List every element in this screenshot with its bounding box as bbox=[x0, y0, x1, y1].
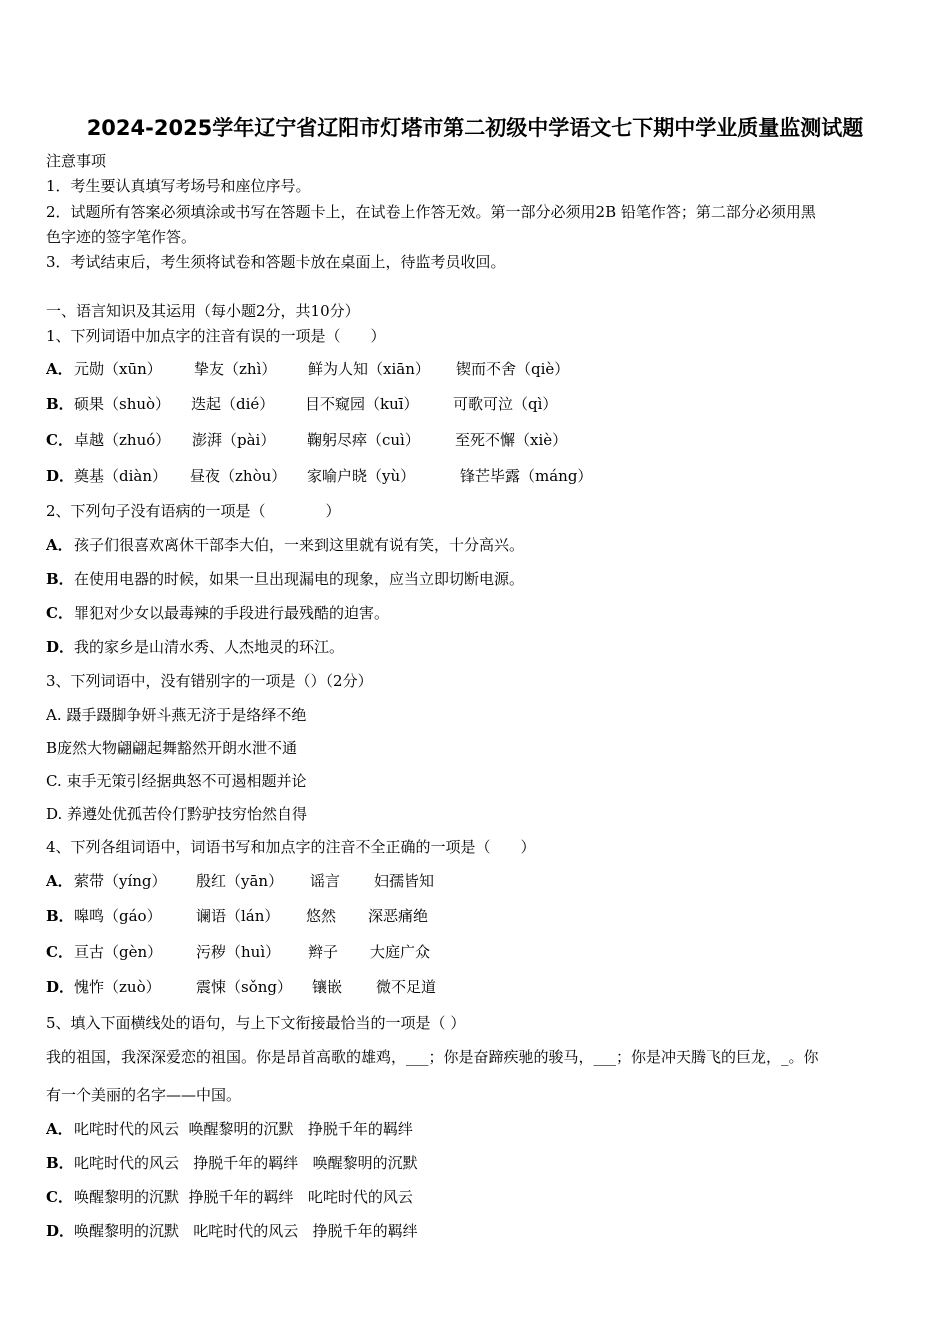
option-row bbox=[46, 906, 906, 926]
option-label: A． bbox=[46, 360, 73, 378]
option-text: C. 束手无策引经据典怒不可遏相题并论 bbox=[46, 772, 307, 790]
option-label: B． bbox=[46, 395, 74, 413]
option-item: 微不足道 bbox=[376, 978, 437, 996]
option-label: B． bbox=[46, 1154, 74, 1172]
option-text: A. 蹑手蹑脚争妍斗燕无济于是络绎不绝 bbox=[46, 706, 307, 724]
question-stem: 2、下列句子没有语病的一项是（ ） bbox=[46, 502, 341, 520]
option-row bbox=[46, 466, 906, 486]
notice-item: 2．试题所有答案必须填涂或书写在答题卡上，在试卷上作答无效。第一部分必须用2B 铅笔作答；第二部分必须用黑 bbox=[46, 203, 816, 221]
notice-item: 1．考生要认真填写考场号和座位序号。 bbox=[46, 177, 311, 195]
option-label: C． bbox=[46, 604, 73, 622]
option-item: 愧怍（zuò） bbox=[74, 978, 161, 996]
option-item: 镶嵌 bbox=[312, 978, 343, 996]
option-item: 大庭广众 bbox=[370, 943, 431, 961]
option-label: A． bbox=[46, 872, 73, 890]
option-row bbox=[46, 1153, 418, 1173]
option-item: 悠然 bbox=[306, 907, 337, 925]
option-item: 奠基（diàn） bbox=[74, 467, 168, 485]
option-item: 迭起（dié） bbox=[191, 395, 275, 413]
page-title: 2024-2025学年辽宁省辽阳市灯塔市第二初级中学语文七下期中学业质量监测试题 bbox=[86, 116, 864, 140]
option-item: 鲜为人知（xiān） bbox=[308, 360, 430, 378]
option-label: D． bbox=[46, 467, 75, 485]
option-row bbox=[46, 1187, 413, 1207]
option-row bbox=[46, 603, 389, 623]
option-item: 谰语（lán） bbox=[196, 907, 280, 925]
option-item: 深恶痛绝 bbox=[368, 907, 429, 925]
option-text: 孩子们很喜欢离休干部李大伯，一来到这里就有说有笑，十分高兴。 bbox=[74, 536, 525, 554]
option-row bbox=[46, 359, 906, 379]
option-text: 叱咤时代的风云 唤醒黎明的沉默 挣脱千年的羁绊 bbox=[74, 1120, 413, 1138]
question-stem: 4、下列各组词语中，词语书写和加点字的注音不全正确的一项是（ ） bbox=[46, 838, 536, 856]
option-label: A． bbox=[46, 1120, 73, 1138]
option-item: 挚友（zhì） bbox=[194, 360, 277, 378]
option-item: 硕果（shuò） bbox=[74, 395, 171, 413]
option-label: B． bbox=[46, 907, 74, 925]
option-text: 唤醒黎明的沉默 挣脱千年的羁绊 叱咤时代的风云 bbox=[74, 1188, 413, 1206]
option-text: 罪犯对少女以最毒辣的手段进行最残酷的迫害。 bbox=[74, 604, 390, 622]
option-item: 妇孺皆知 bbox=[374, 872, 435, 890]
option-row bbox=[46, 430, 906, 450]
option-label: D． bbox=[46, 638, 75, 656]
option-label: C． bbox=[46, 1188, 73, 1206]
option-text: 在使用电器的时候，如果一旦出现漏电的现象，应当立即切断电源。 bbox=[74, 570, 525, 588]
option-row bbox=[46, 977, 906, 997]
option-item: 目不窥园（kuī） bbox=[305, 395, 419, 413]
notice-heading: 注意事项 bbox=[46, 152, 107, 170]
option-label: B． bbox=[46, 570, 74, 588]
option-item: 昼夜（zhòu） bbox=[190, 467, 287, 485]
option-label: C． bbox=[46, 943, 73, 961]
option-item: 殷红（yān） bbox=[196, 872, 284, 890]
option-item: 亘古（gèn） bbox=[74, 943, 163, 961]
option-row bbox=[46, 1119, 413, 1139]
option-row bbox=[46, 1221, 418, 1241]
question-stem: 1、下列词语中加点字的注音有误的一项是（ ） bbox=[46, 327, 386, 345]
option-item: 污秽（huì） bbox=[196, 943, 281, 961]
option-item: 谣言 bbox=[310, 872, 341, 890]
option-item: 锋芒毕露（máng） bbox=[460, 467, 593, 485]
option-row bbox=[46, 637, 344, 657]
option-item: 萦带（yíng） bbox=[74, 872, 167, 890]
option-item: 澎湃（pài） bbox=[192, 431, 276, 449]
option-item: 元勋（xūn） bbox=[74, 360, 162, 378]
option-item: 锲而不舍（qiè） bbox=[456, 360, 570, 378]
option-row bbox=[46, 569, 524, 589]
option-row bbox=[46, 871, 906, 891]
passage-line: 有一个美丽的名字——中国。 bbox=[46, 1086, 242, 1104]
passage-line: 我的祖国，我深深爱恋的祖国。你是昂首高歌的雄鸡，___；你是奋蹄疾驰的骏马，___；你是冲天腾飞的巨龙，_。你 bbox=[46, 1048, 819, 1066]
option-text: 叱咤时代的风云 挣脱千年的羁绊 唤醒黎明的沉默 bbox=[74, 1154, 418, 1172]
option-item: 震悚（sǒng） bbox=[196, 978, 292, 996]
question-stem: 5、填入下面横线处的语句，与上下文衔接最恰当的一项是（ ） bbox=[46, 1014, 466, 1032]
option-text: B庞然大物翩翩起舞豁然开朗水泄不通 bbox=[46, 739, 298, 757]
option-item: 卓越（zhuó） bbox=[74, 431, 171, 449]
option-label: D． bbox=[46, 978, 75, 996]
option-label: C． bbox=[46, 431, 73, 449]
notice-item: 3．考试结束后，考生须将试卷和答题卡放在桌面上，待监考员收回。 bbox=[46, 253, 506, 271]
option-item: 鞠躬尽瘁（cuì） bbox=[307, 431, 420, 449]
option-label: D． bbox=[46, 1222, 75, 1240]
option-text: 我的家乡是山清水秀、人杰地灵的环江。 bbox=[74, 638, 345, 656]
option-item: 家喻户晓（yù） bbox=[307, 467, 416, 485]
question-stem: 3、下列词语中，没有错别字的一项是（）（2分） bbox=[46, 672, 373, 690]
section-heading: 一、语言知识及其运用（每小题2分，共10分） bbox=[46, 302, 360, 320]
option-item: 嗥鸣（gáo） bbox=[74, 907, 162, 925]
option-item: 至死不懈（xiè） bbox=[455, 431, 568, 449]
option-row bbox=[46, 535, 524, 555]
option-text: D. 养遵处优孤苦伶仃黔驴技穷怡然自得 bbox=[46, 805, 308, 823]
option-text: 唤醒黎明的沉默 叱咤时代的风云 挣脱千年的羁绊 bbox=[74, 1222, 418, 1240]
option-row bbox=[46, 394, 906, 414]
notice-item: 色字迹的签字笔作答。 bbox=[46, 228, 197, 246]
option-item: 辫子 bbox=[308, 943, 339, 961]
option-row bbox=[46, 942, 906, 962]
option-item: 可歌可泣（qì） bbox=[453, 395, 558, 413]
option-label: A． bbox=[46, 536, 73, 554]
